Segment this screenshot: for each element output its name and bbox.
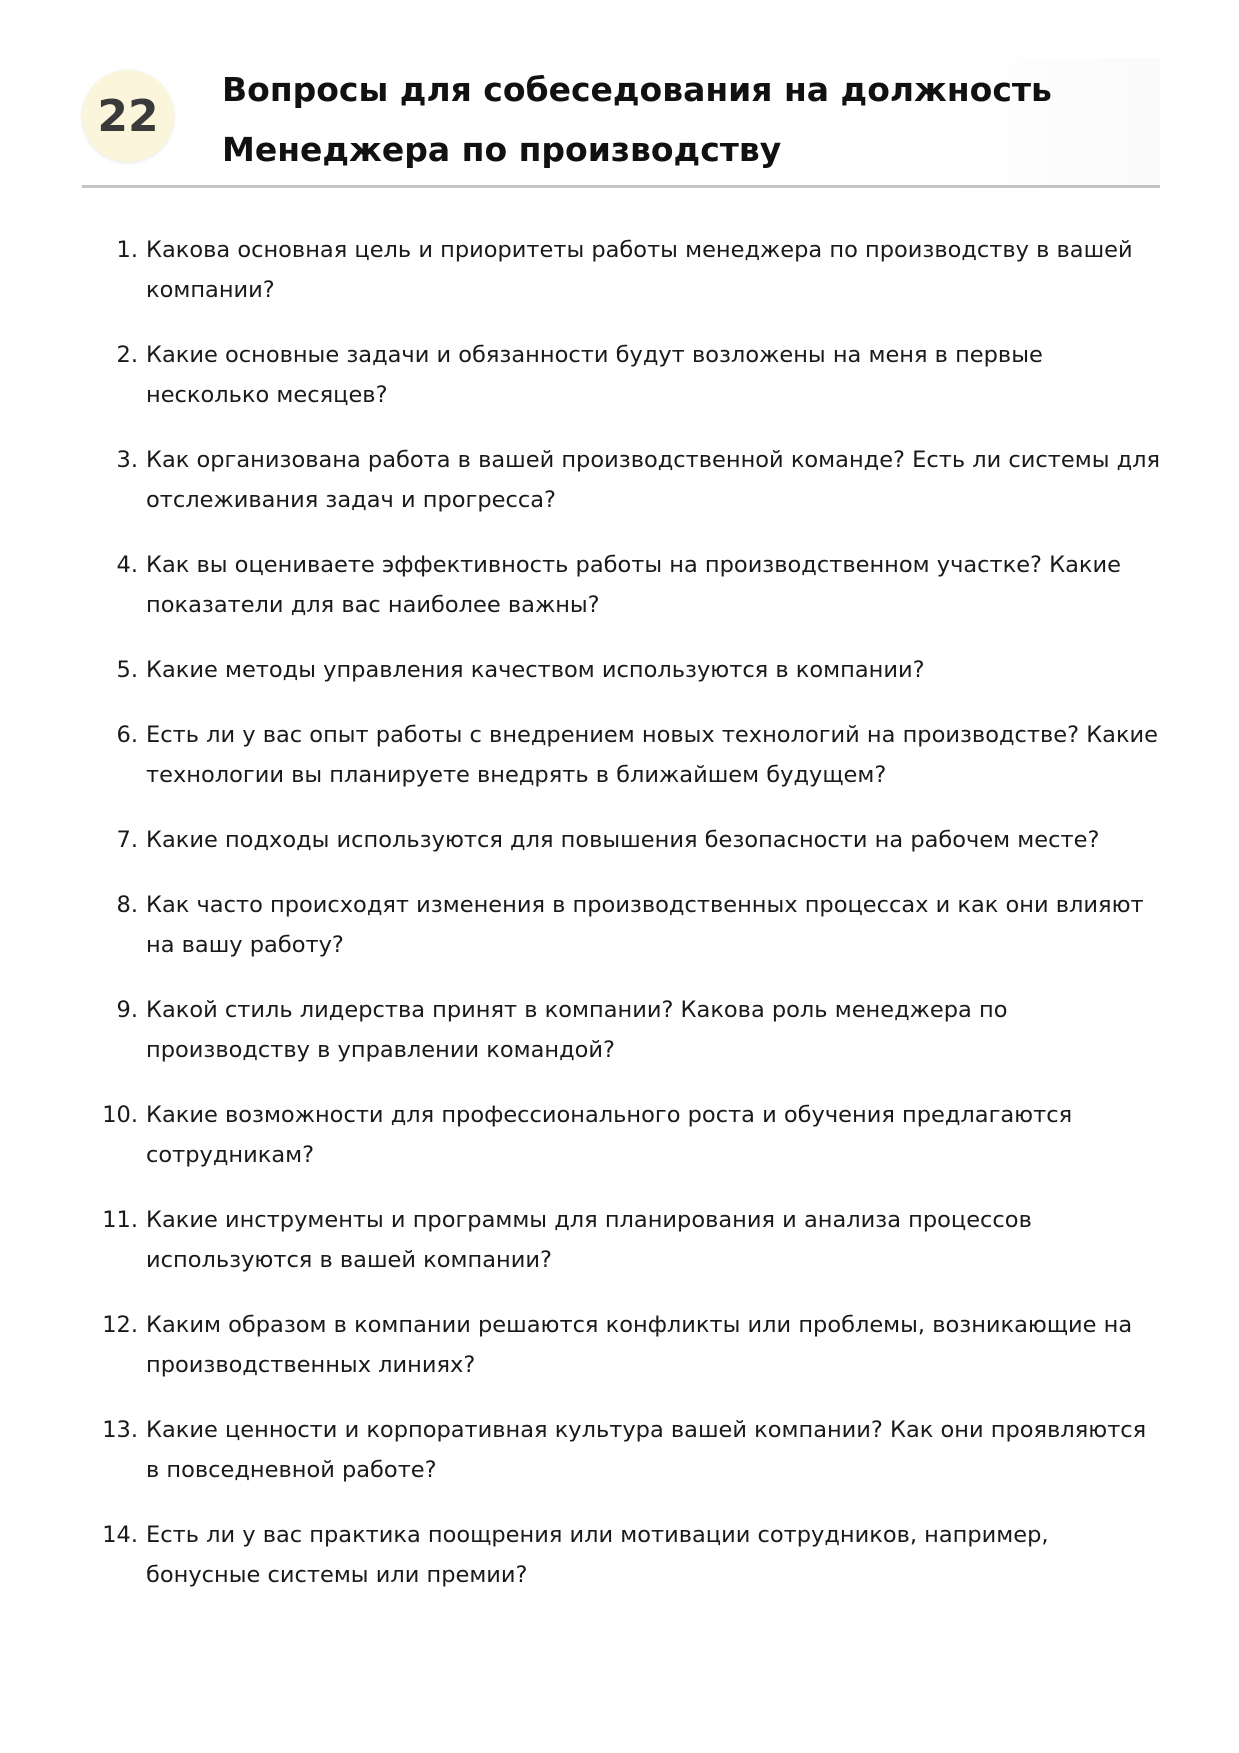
page-header [82,58,1160,188]
question-item [82,820,1162,860]
question-text: Как организована работа в вашей производственной команде? Есть ли системы для отслеживания задач и прогресса? [146,447,1161,513]
question-number: 2. [116,342,138,368]
question-number: 4. [116,552,138,578]
question-text: Какие методы управления качеством используются в компании? [146,657,925,683]
question-item [82,650,1162,690]
questions-list [82,230,1162,1620]
question-item [82,230,1162,310]
question-number: 7. [116,827,138,853]
question-item [82,545,1162,625]
question-text: Есть ли у вас опыт работы с внедрением новых технологий на производстве? Какие технологии вы планируете внедрять в ближайшем будущем? [146,722,1159,788]
question-text: Какие основные задачи и обязанности будут возложены на меня в первые несколько месяцев? [146,342,1043,408]
question-number: 3. [116,447,138,473]
question-item [82,1095,1162,1175]
question-text: Какие подходы используются для повышения безопасности на рабочем месте? [146,827,1100,853]
question-text: Каким образом в компании решаются конфликты или проблемы, возникающие на производственных линиях? [146,1312,1133,1378]
question-text: Какие возможности для профессионального роста и обучения предлагаются сотрудникам? [146,1102,1073,1168]
question-number: 6. [116,722,138,748]
question-text: Какова основная цель и приоритеты работы менеджера по производству в вашей компании? [146,237,1133,303]
question-item [82,1410,1162,1490]
page-title-line-2: Менеджера по производству [222,130,782,169]
page-number-badge: 22 [82,70,174,162]
question-item [82,715,1162,795]
question-text: Какие ценности и корпоративная культура вашей компании? Как они проявляются в повседневной работе? [146,1417,1147,1483]
question-item [82,1305,1162,1385]
question-item [82,1200,1162,1280]
question-text: Какие инструменты и программы для планирования и анализа процессов используются в вашей компании? [146,1207,1032,1273]
question-number: 10. [102,1102,138,1128]
question-number: 12. [102,1312,138,1338]
page-title [222,60,1152,180]
question-text: Какой стиль лидерства принят в компании? Какова роль менеджера по производству в управлении командой? [146,997,1008,1063]
question-item [82,440,1162,520]
question-item [82,885,1162,965]
question-number: 1. [116,237,138,263]
page-title-line-1: Вопросы для собеседования на должность [222,70,1052,109]
question-number: 5. [116,657,138,683]
question-number: 11. [102,1207,138,1233]
question-number: 14. [102,1522,138,1548]
question-item [82,990,1162,1070]
question-text: Есть ли у вас практика поощрения или мотивации сотрудников, например, бонусные системы или премии? [146,1522,1049,1588]
question-item [82,335,1162,415]
question-item [82,1515,1162,1595]
question-text: Как часто происходят изменения в производственных процессах и как они влияют на вашу работу? [146,892,1144,958]
question-number: 13. [102,1417,138,1443]
question-text: Как вы оцениваете эффективность работы на производственном участке? Какие показатели для вас наиболее важны? [146,552,1121,618]
question-number: 9. [116,997,138,1023]
question-number: 8. [116,892,138,918]
